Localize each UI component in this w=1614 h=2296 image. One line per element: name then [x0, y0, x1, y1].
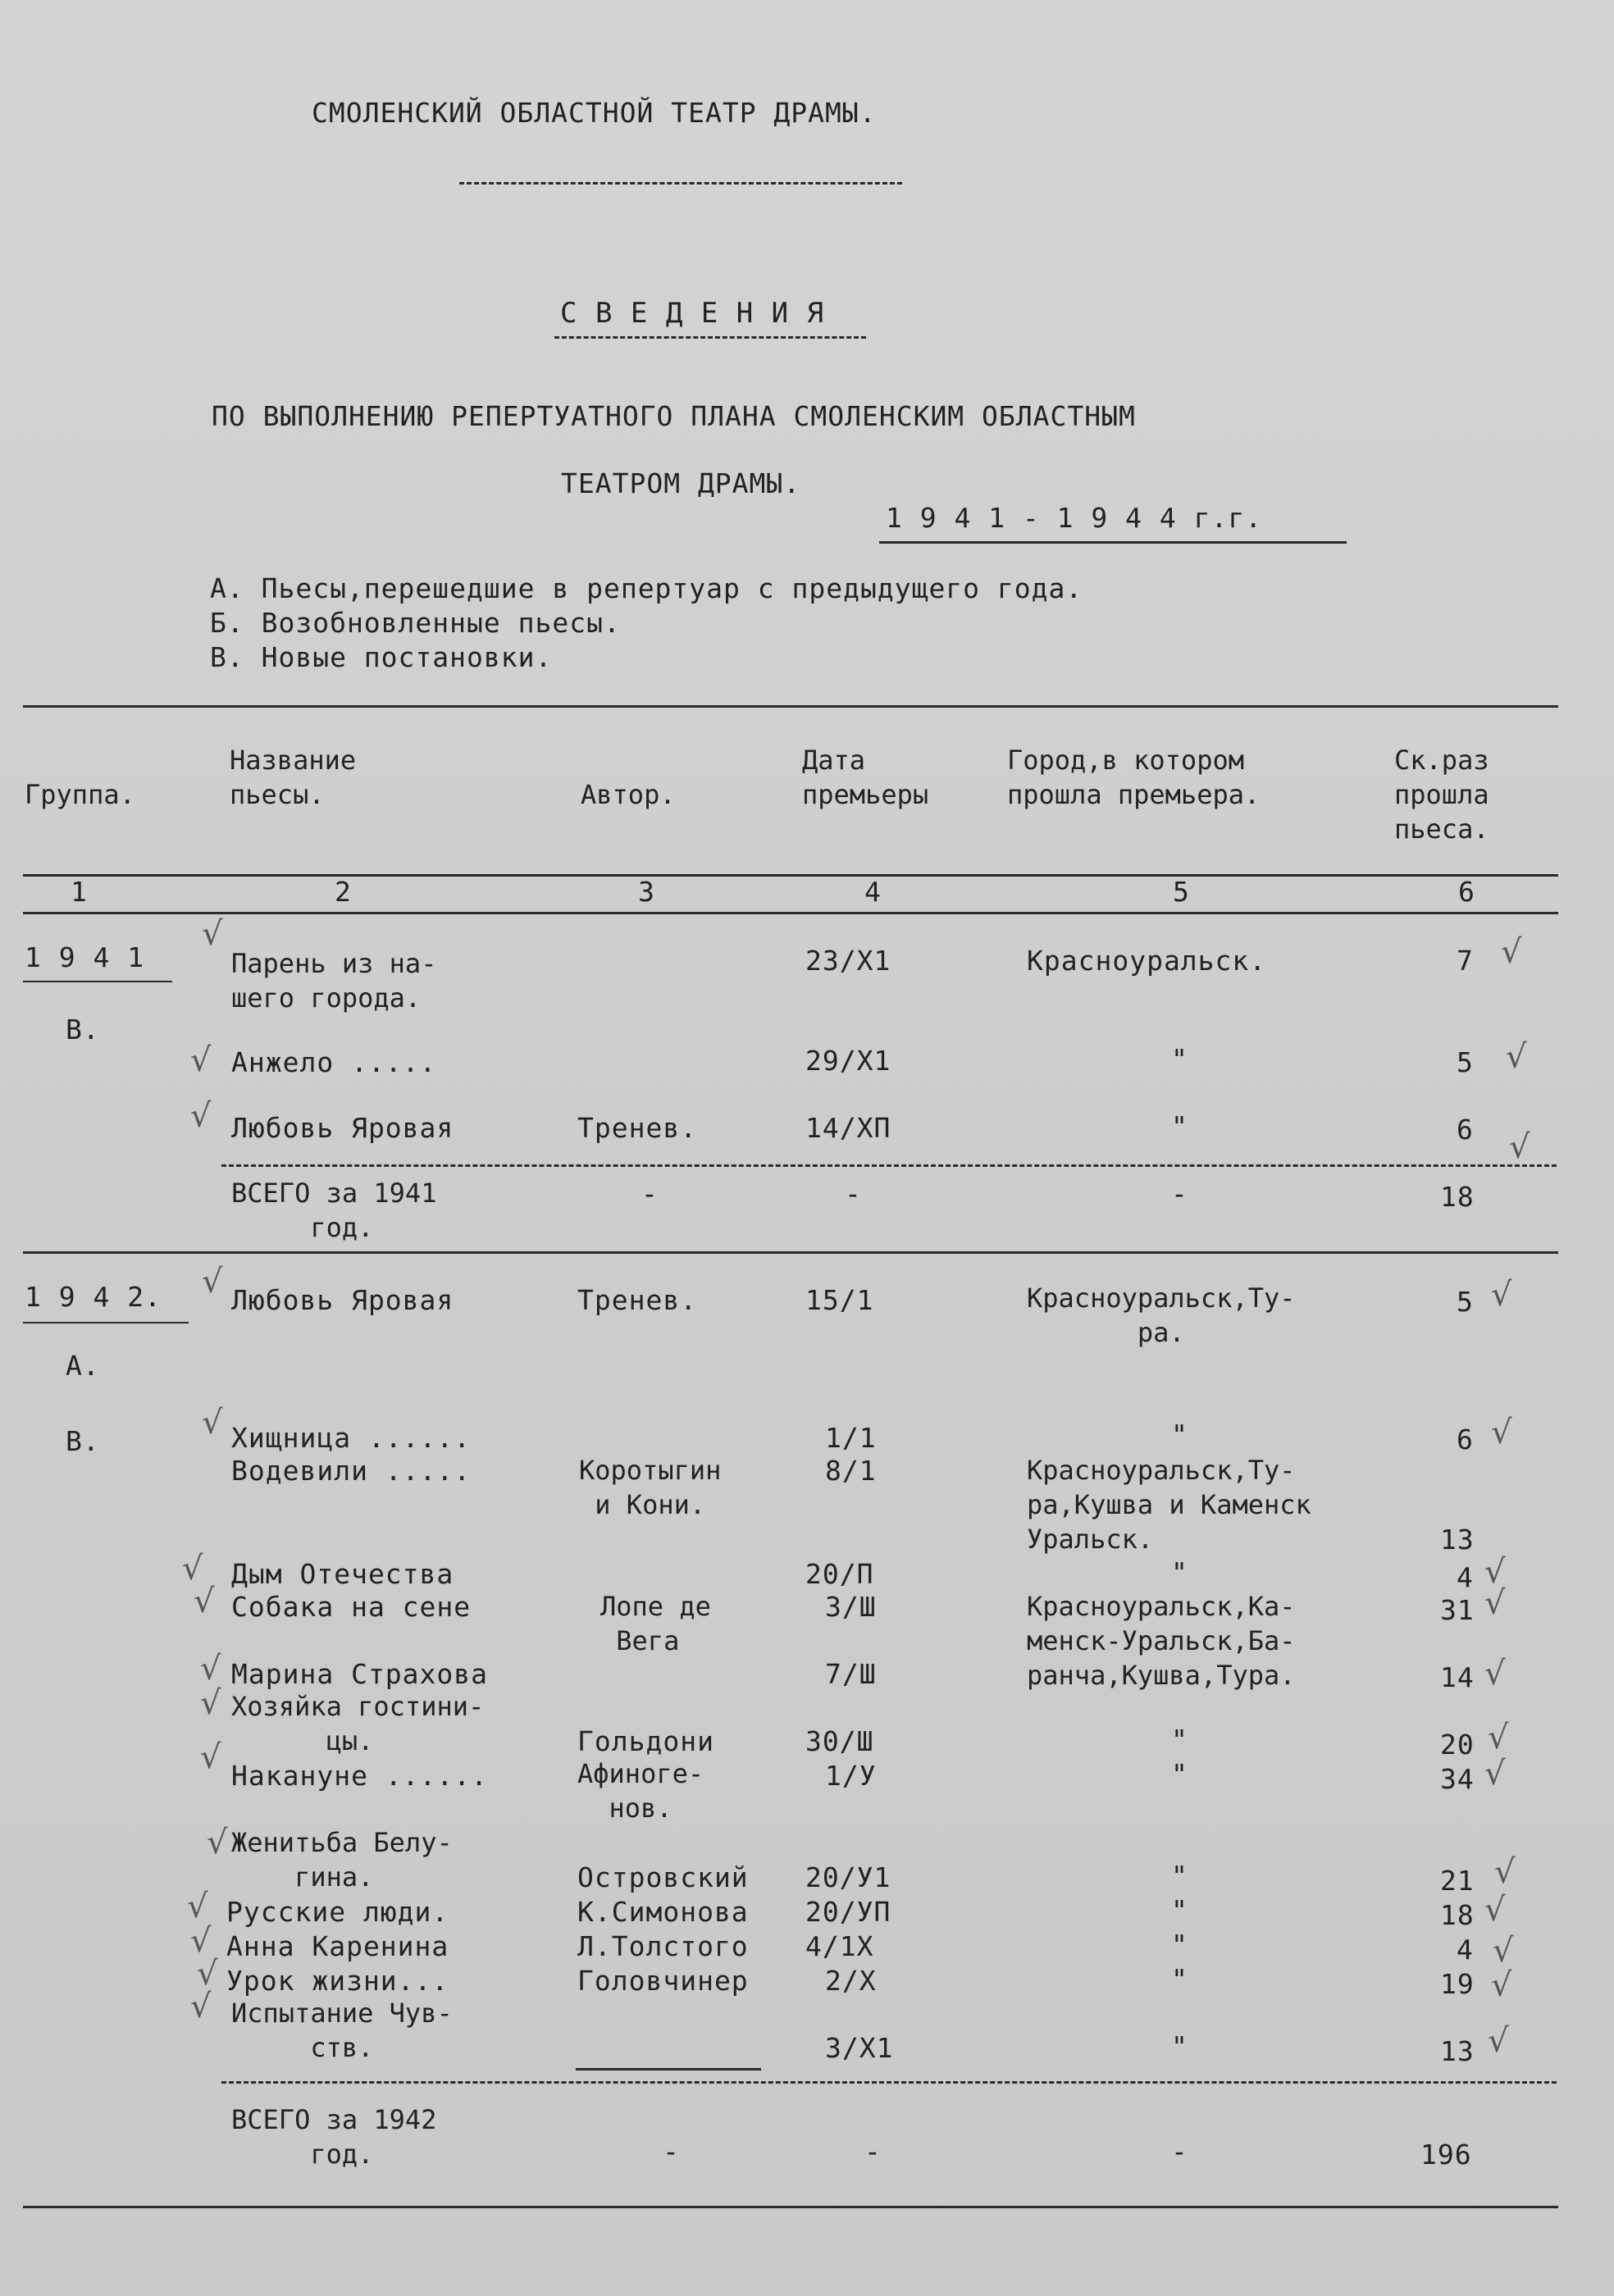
check-mark-icon: √: [182, 1550, 203, 1588]
table-row-name: Любовь Яровая: [231, 1112, 454, 1144]
header-name: Название пьесы.: [230, 745, 357, 810]
legend-a: А. Пьесы,перешедшие в репертуар с предыдущего года.: [210, 572, 1083, 604]
col-num-6: 6: [1458, 876, 1475, 908]
check-mark-icon: √: [1484, 1655, 1506, 1692]
table-row-date: 3/Ш: [825, 1591, 877, 1623]
check-mark-icon: √: [1484, 1584, 1506, 1622]
check-mark-icon: √: [1509, 1128, 1530, 1166]
years-underline: [879, 541, 1347, 544]
total-count-1941: 18: [1440, 1181, 1475, 1213]
header-group: Группа.: [25, 779, 135, 810]
table-row-author: К.Симонова: [577, 1896, 749, 1928]
check-mark-icon: √: [1501, 933, 1522, 971]
table-row-count: 4: [1457, 1561, 1474, 1593]
table-row-date: 7/Ш: [825, 1658, 877, 1690]
total-city-1942: -: [1171, 2135, 1188, 2167]
total-author-1942: -: [663, 2135, 680, 2167]
table-row-name: Дым Отечества: [231, 1558, 454, 1590]
check-mark-icon: √: [207, 1824, 228, 1861]
table-row-name: Испытание Чув- ств.: [231, 1998, 453, 2063]
check-mark-icon: √: [1491, 1414, 1512, 1451]
table-row-city: ": [1171, 1724, 1188, 1756]
table-row-city: Красноуральск,Ту- ра.: [1027, 1282, 1296, 1348]
table-row-city: ": [1171, 1556, 1188, 1588]
table-row-author: Головчинер: [577, 1965, 749, 1997]
check-mark-icon: √: [190, 1922, 212, 1960]
table-row-date: 30/Ш: [805, 1725, 874, 1757]
year-1941-end-rule: [23, 1251, 1558, 1254]
table-row-count: 5: [1457, 1286, 1474, 1318]
table-row-date: 15/1: [805, 1284, 874, 1316]
col-num-3: 3: [638, 876, 655, 908]
table-row-city: Красноуральск,Ту- ра,Кушва и Каменск Уральск.: [1027, 1455, 1311, 1555]
table-row-name: Марина Страхова: [231, 1658, 489, 1690]
table-row-date: 3/Х1: [825, 2032, 894, 2064]
table-row-city: ": [1171, 1043, 1188, 1075]
header-date: Дата премьеры: [802, 745, 929, 810]
table-row-name: Водевили .....: [231, 1455, 472, 1487]
table-row-count: 31: [1440, 1594, 1475, 1626]
table-row-name: Накануне ......: [231, 1760, 489, 1792]
author-blank-line: [576, 2068, 761, 2070]
table-row-city: ": [1171, 1419, 1188, 1451]
check-mark-icon: √: [1491, 1276, 1512, 1314]
check-mark-icon: √: [1488, 1719, 1509, 1756]
check-mark-icon: √: [1506, 1038, 1527, 1076]
table-row-city: ": [1171, 1758, 1188, 1790]
check-mark-icon: √: [1488, 2022, 1509, 2060]
check-mark-icon: √: [200, 1650, 221, 1688]
check-mark-icon: √: [190, 1041, 212, 1079]
table-row-count: 5: [1457, 1046, 1474, 1078]
total-author-1941: -: [641, 1178, 659, 1210]
table-row-name: Урок жизни...: [226, 1965, 449, 1997]
table-row-author: Коротыгин и Кони.: [579, 1455, 722, 1520]
table-row-date: 14/ХП: [805, 1112, 891, 1144]
table-row-name: Женитьба Белу- гина.: [231, 1827, 453, 1893]
table-row-count: 21: [1440, 1865, 1475, 1897]
subtotal-divider-1942: [221, 2081, 1557, 2084]
table-row-name: Анжело .....: [231, 1046, 437, 1078]
year-1942: 1 9 4 2.: [25, 1281, 162, 1313]
table-row-author: Островский: [577, 1861, 749, 1893]
table-row-count: 4: [1457, 1934, 1474, 1966]
total-date-1941: -: [845, 1178, 862, 1210]
subtotal-divider-1941: [221, 1164, 1557, 1167]
table-row-city: ": [1171, 1963, 1188, 1995]
table-row-city: ": [1171, 1929, 1188, 1961]
total-date-1942: -: [864, 2135, 882, 2167]
check-mark-icon: √: [197, 1955, 218, 1993]
group-b-1941: В.: [66, 1014, 100, 1046]
table-row-count: 13: [1440, 1524, 1475, 1556]
legend-c: В. Новые постановки.: [210, 641, 553, 673]
total-label-1941: ВСЕГО за 1941 год.: [231, 1178, 437, 1243]
doc-title: С В Е Д Е Н И Я: [560, 297, 825, 330]
table-row-name: Хозяйка гостини- цы.: [231, 1691, 485, 1756]
check-mark-icon: √: [1494, 1853, 1516, 1891]
col-num-4: 4: [864, 876, 882, 908]
check-mark-icon: √: [202, 1263, 223, 1301]
check-mark-icon: √: [202, 1404, 223, 1442]
year-1941: 1 9 4 1: [25, 941, 145, 973]
table-row-date: 20/УП: [805, 1896, 891, 1928]
doc-subtitle-line1: ПО ВЫПОЛНЕНИЮ РЕПЕРТУАТНОГО ПЛАНА СМОЛЕНСКИМ ОБЛАСТНЫМ: [212, 400, 1136, 432]
table-row-date: 29/Х1: [805, 1045, 891, 1077]
org-title: СМОЛЕНСКИЙ ОБЛАСТНОЙ ТЕАТР ДРАМЫ.: [312, 97, 877, 129]
table-row-date: 1/У: [825, 1760, 877, 1792]
table-row-date: 8/1: [825, 1455, 877, 1487]
table-row-author: Тренев.: [577, 1112, 698, 1144]
table-row-author: Лопе де Вега: [600, 1591, 711, 1656]
table-row-count: 14: [1440, 1661, 1475, 1693]
year-1942-underline: [23, 1322, 189, 1323]
check-mark-icon: √: [1484, 1891, 1506, 1929]
table-row-date: 20/У1: [805, 1861, 891, 1893]
header-city: Город,в котором прошла премьера.: [1007, 745, 1261, 810]
table-row-city: ": [1171, 1860, 1188, 1892]
header-count: Ск.раз прошла пьеса.: [1394, 745, 1489, 845]
check-mark-icon: √: [200, 1738, 221, 1776]
table-row-name: Русские люди.: [226, 1896, 449, 1928]
table-row-author: Гольдони: [577, 1725, 714, 1757]
check-mark-icon: √: [1493, 1932, 1514, 1970]
year-1941-underline: [23, 981, 172, 982]
col-num-2: 2: [335, 876, 352, 908]
total-city-1941: -: [1171, 1178, 1188, 1210]
table-row-city: ": [1171, 1894, 1188, 1926]
table-row-author: Тренев.: [577, 1284, 698, 1316]
doc-years: 1 9 4 1 - 1 9 4 4 г.г.: [886, 502, 1263, 534]
check-mark-icon: √: [1491, 1966, 1512, 2004]
table-row-count: 18: [1440, 1899, 1475, 1931]
check-mark-icon: √: [187, 1888, 208, 1925]
total-count-1942: 196: [1420, 2139, 1472, 2171]
doc-subtitle-line2: ТЕАТРОМ ДРАМЫ.: [561, 467, 801, 499]
title-underline: [554, 336, 866, 339]
table-row-date: 4/1Х: [805, 1930, 874, 1962]
table-row-name: Анна Каренина: [226, 1930, 449, 1962]
check-mark-icon: √: [190, 1097, 212, 1135]
header-author: Автор.: [581, 779, 676, 810]
legend-b: Б. Возобновленные пьесы.: [210, 607, 621, 639]
col-num-1: 1: [71, 876, 88, 908]
table-row-date: 1/1: [825, 1422, 877, 1454]
header-rule-top: [23, 874, 1558, 877]
table-row-date: 20/П: [805, 1558, 874, 1590]
table-row-count: 19: [1440, 1968, 1475, 2000]
check-mark-icon: √: [1484, 1553, 1506, 1591]
table-row-date: 2/Х: [825, 1965, 877, 1997]
table-row-count: 20: [1440, 1729, 1475, 1761]
total-label-1942: ВСЕГО за 1942 год.: [231, 2104, 437, 2170]
table-row-name: Хищница ......: [231, 1422, 472, 1454]
group-a-1942: А.: [66, 1350, 100, 1382]
table-row-city: ": [1171, 2030, 1188, 2062]
table-row-count: 6: [1457, 1424, 1474, 1456]
table-row-date: 23/Х1: [805, 945, 891, 977]
table-row-count: 13: [1440, 2035, 1475, 2067]
check-mark-icon: √: [200, 1684, 221, 1722]
table-row-name: Собака на сене: [231, 1591, 472, 1623]
table-row-count: 7: [1457, 945, 1474, 977]
table-row-city: Красноуральск,Ка- менск-Уральск,Ба- ранча,Кушва,Тура.: [1027, 1591, 1296, 1691]
table-row-city: Красноуральск.: [1027, 945, 1267, 977]
table-bottom-rule: [23, 2206, 1558, 2208]
table-row-name: Парень из на- шего города.: [231, 948, 437, 1014]
table-row-city: ": [1171, 1110, 1188, 1142]
table-row-count: 6: [1457, 1114, 1474, 1146]
header-rule-bottom: [23, 912, 1558, 914]
table-row-count: 34: [1440, 1763, 1475, 1795]
table-row-author: Афиноге- нов.: [577, 1758, 704, 1824]
table-row-author: Л.Толстого: [577, 1930, 749, 1962]
table-row-name: Любовь Яровая: [231, 1284, 454, 1316]
group-b-1942: В.: [66, 1425, 100, 1457]
col-num-5: 5: [1173, 876, 1190, 908]
table-top-rule: [23, 705, 1558, 708]
check-mark-icon: √: [202, 915, 223, 953]
check-mark-icon: √: [190, 1988, 212, 2025]
header-divider: [459, 182, 902, 184]
check-mark-icon: √: [194, 1583, 215, 1620]
check-mark-icon: √: [1484, 1755, 1506, 1793]
